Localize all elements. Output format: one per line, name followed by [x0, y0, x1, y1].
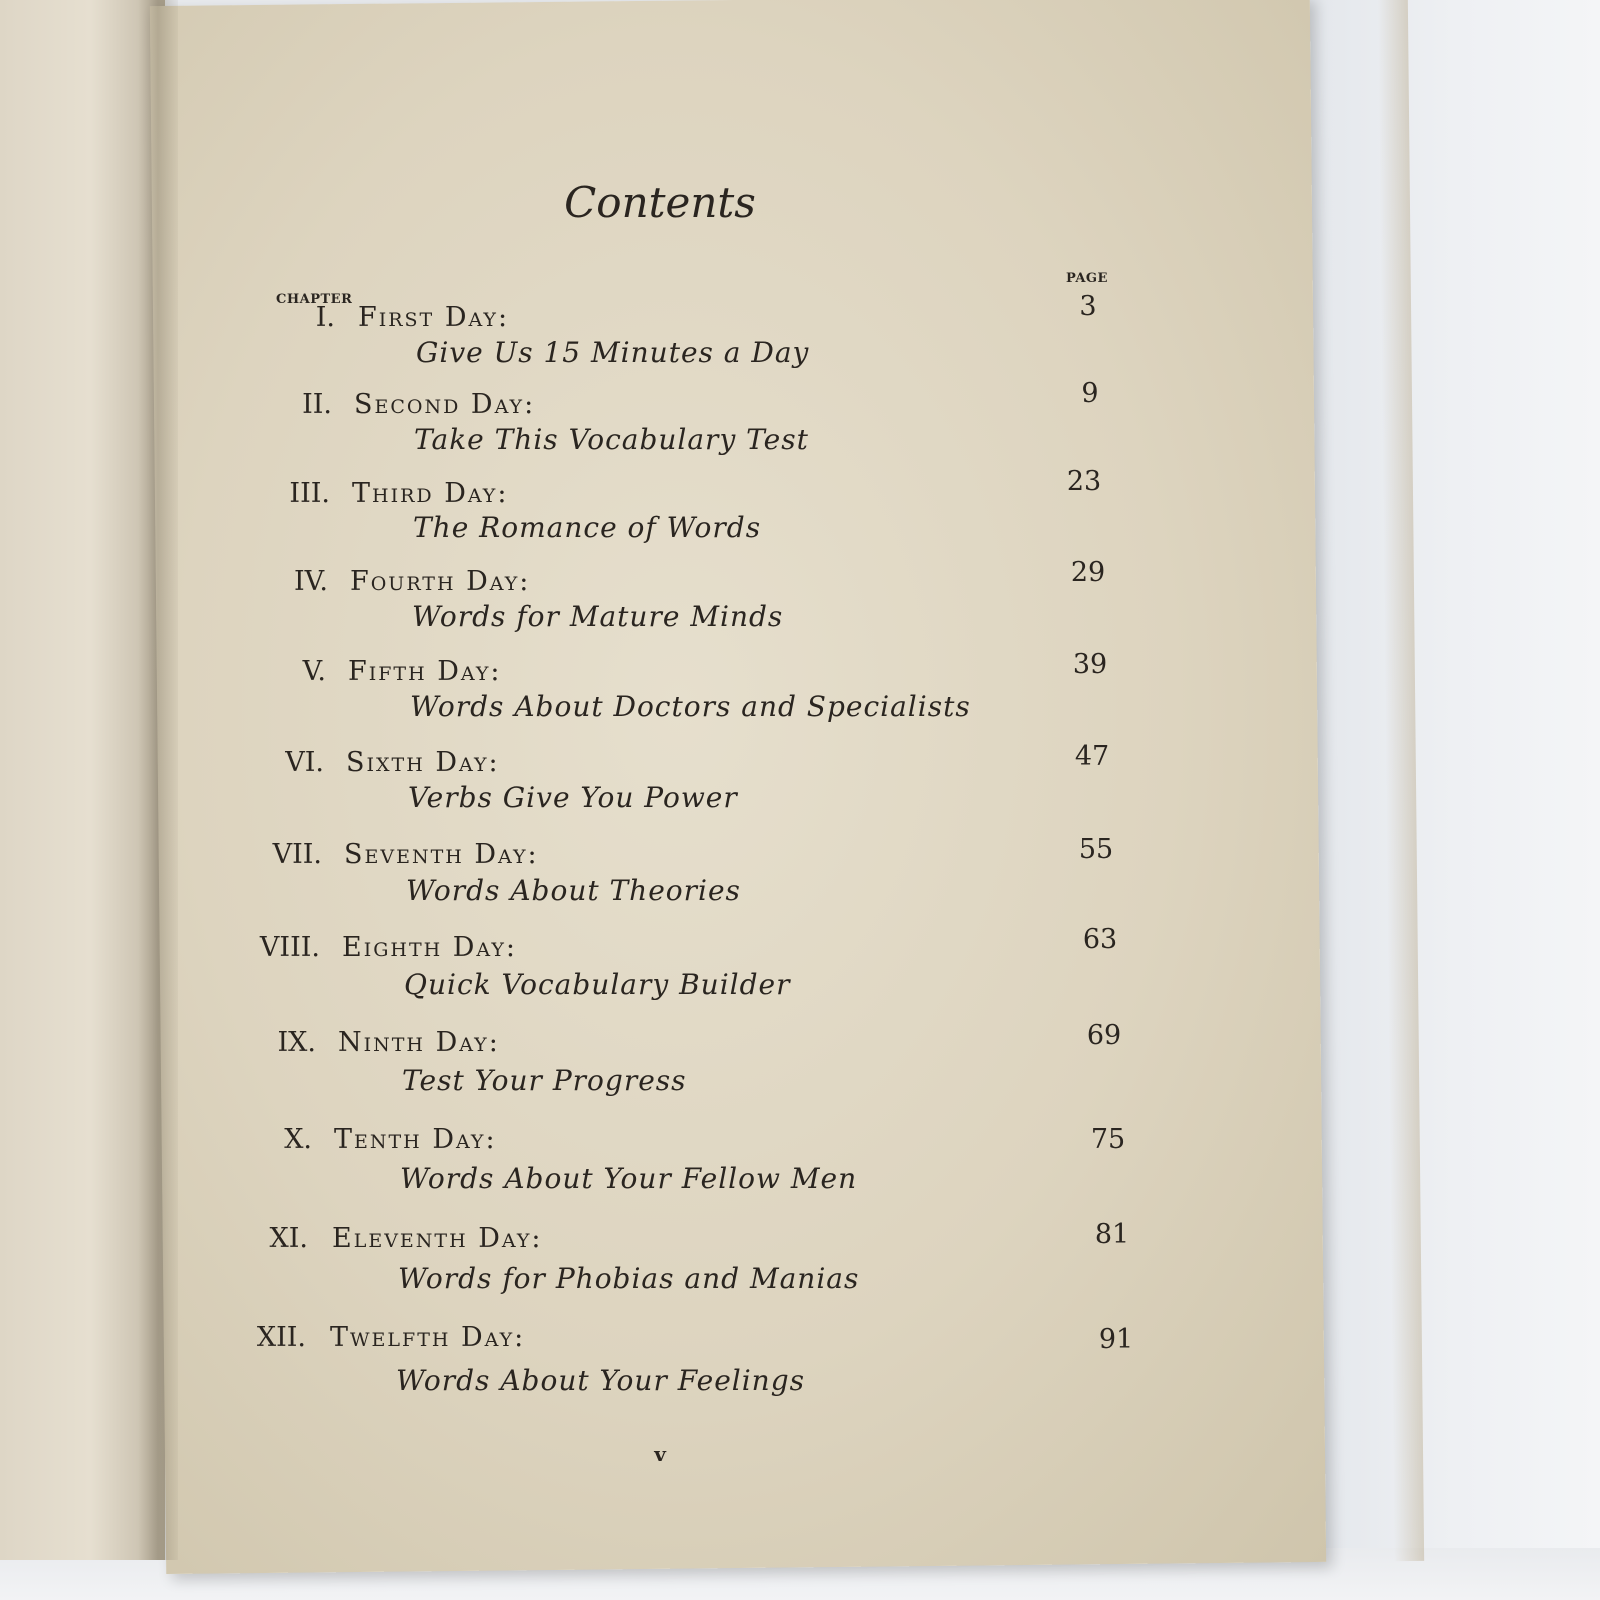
page-number: 23: [1066, 466, 1102, 497]
page-title: Contents: [564, 178, 756, 227]
chapter-subtitle: Words About Theories: [406, 874, 741, 907]
chapter-day: Twelfth Day:: [330, 1322, 526, 1353]
chapter-subtitle: The Romance of Words: [413, 511, 762, 544]
chapter-subtitle: Test Your Progress: [402, 1064, 687, 1097]
chapter-subtitle: Words for Mature Minds: [412, 600, 784, 633]
chapter-numeral: I.: [315, 302, 335, 333]
chapter-numeral: VI.: [285, 747, 324, 778]
chapter-subtitle: Take This Vocabulary Test: [414, 423, 809, 456]
chapter-subtitle: Give Us 15 Minutes a Day: [416, 336, 810, 369]
chapter-day: Eleventh Day:: [332, 1223, 543, 1254]
chapter-day: Sixth Day:: [346, 747, 500, 778]
chapter-numeral: IV.: [293, 566, 328, 597]
page-number: 81: [1094, 1219, 1130, 1250]
chapter-day: Seventh Day:: [344, 839, 539, 870]
chapter-day: Fifth Day:: [348, 656, 502, 687]
chapter-numeral: VIII.: [259, 932, 320, 963]
page-number: 29: [1070, 557, 1106, 588]
chapter-numeral: XI.: [269, 1223, 308, 1254]
chapter-subtitle: Words About Doctors and Specialists: [410, 690, 971, 723]
chapter-numeral: II.: [302, 389, 332, 420]
page-number: 75: [1090, 1124, 1126, 1155]
page-number: 39: [1072, 649, 1108, 680]
page-number: 55: [1078, 834, 1114, 865]
chapter-numeral: IX.: [277, 1027, 316, 1058]
chapter-day: Tenth Day:: [334, 1124, 497, 1155]
page-number: 69: [1086, 1020, 1122, 1051]
page-number: 63: [1082, 924, 1118, 955]
chapter-numeral: V.: [302, 656, 326, 687]
page-number: 3: [1079, 291, 1097, 322]
chapter-subtitle: Words About Your Feelings: [396, 1364, 806, 1397]
contents-page: [150, 0, 1326, 1574]
chapter-numeral: III.: [289, 478, 330, 509]
chapter-day: Eighth Day:: [342, 932, 518, 963]
page-number: 91: [1098, 1324, 1134, 1355]
chapter-numeral: XII.: [256, 1322, 306, 1353]
chapter-day: First Day:: [358, 302, 510, 333]
page-column-label: PAGE: [1066, 271, 1108, 286]
chapter-column-label: CHAPTER: [276, 292, 353, 307]
chapter-day: Fourth Day:: [350, 566, 531, 597]
chapter-day: Third Day:: [352, 478, 509, 509]
page-number: 47: [1074, 741, 1110, 772]
chapter-day: Second Day:: [354, 389, 536, 420]
folio-page-number: v: [654, 1442, 666, 1466]
chapter-subtitle: Words About Your Fellow Men: [400, 1162, 858, 1195]
chapter-numeral: VII.: [272, 839, 322, 870]
chapter-subtitle: Verbs Give You Power: [408, 781, 738, 814]
chapter-subtitle: Quick Vocabulary Builder: [404, 968, 791, 1001]
chapter-day: Ninth Day:: [338, 1027, 500, 1058]
page-number: 9: [1081, 378, 1099, 409]
chapter-subtitle: Words for Phobias and Manias: [398, 1262, 860, 1295]
chapter-numeral: X.: [284, 1124, 312, 1155]
